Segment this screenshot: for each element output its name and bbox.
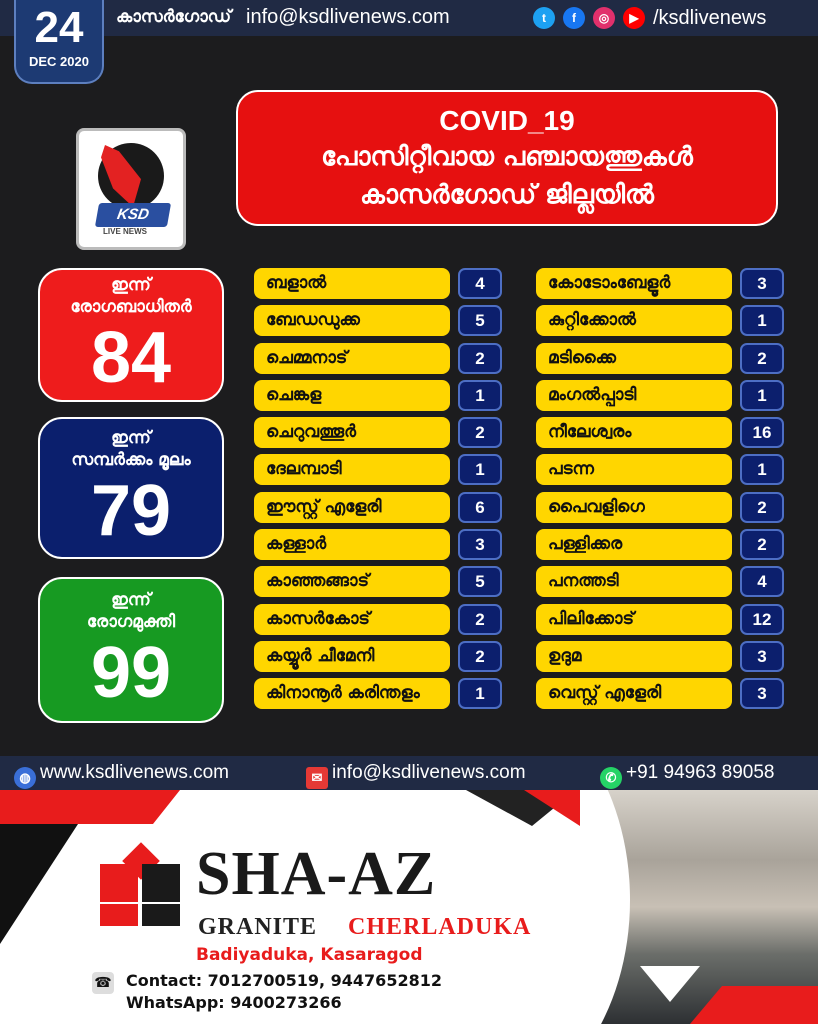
panchayat-count: 1 [740, 454, 784, 485]
stat-label: രോഗബാധിതർ [70, 297, 192, 317]
panchayat-name: മടിക്കൈ [536, 343, 732, 374]
title-line-2: പോസിറ്റീവായ പഞ്ചായത്തുകൾ [321, 142, 693, 172]
footer-bar [0, 756, 818, 790]
panchayat-count: 4 [458, 268, 502, 299]
panchayat-name: കാഞ്ഞങ്ങാട് [254, 566, 450, 597]
stat-positive [38, 268, 224, 402]
social-links [533, 5, 766, 31]
date-badge [14, 0, 104, 84]
panchayat-name: ഉദുമ [536, 641, 732, 672]
ad-location: Badiyaduka, Kasaragod [196, 945, 423, 965]
stat-label: ഇന്ന് [111, 428, 151, 448]
panchayat-count: 2 [458, 343, 502, 374]
panchayat-count: 2 [458, 604, 502, 635]
footer-phone-text: +91 94963 89058 [626, 762, 775, 783]
title-line-1: COVID_19 [439, 105, 575, 136]
youtube-icon[interactable]: ▶ [623, 7, 645, 29]
panchayat-name: ചെറുവത്തൂർ [254, 417, 450, 448]
panchayat-count: 5 [458, 305, 502, 336]
panchayat-count: 16 [740, 417, 784, 448]
ad-whatsapp[interactable]: WhatsApp: 9400273266 [126, 993, 342, 1012]
panchayat-count: 2 [740, 492, 784, 523]
twitter-icon[interactable]: t [533, 7, 555, 29]
panchayat-name: മംഗൽപ്പാടി [536, 380, 732, 411]
ad-brand-name: SHA-AZ [196, 840, 437, 908]
panchayat-name: പൈവളിഗെ [536, 492, 732, 523]
panchayat-count: 3 [740, 641, 784, 672]
panchayat-count: 2 [740, 529, 784, 560]
panchayat-name: കിനാനൂർ കരിന്തളം [254, 678, 450, 709]
panchayat-name: ചെങ്കള [254, 380, 450, 411]
panchayat-count: 1 [458, 454, 502, 485]
panchayat-count: 3 [740, 268, 784, 299]
stat-value: 79 [90, 471, 172, 551]
footer-website-text: www.ksdlivenews.com [40, 762, 229, 783]
panchayat-name: ഈസ്റ്റ് എളേരി [254, 492, 450, 523]
district-name: കാസർഗോഡ് [116, 7, 232, 27]
stat-value: 99 [90, 633, 172, 713]
panchayat-name: കോടോംബേളൂർ [536, 268, 732, 299]
date-month: DEC 2020 [29, 54, 89, 69]
stat-label: ഇന്ന് [111, 275, 151, 295]
header-email[interactable]: info@ksdlivenews.com [246, 6, 450, 28]
panchayat-name: ചെമ്മനാട് [254, 343, 450, 374]
footer-email-text: info@ksdlivenews.com [332, 762, 526, 783]
stat-label: രോഗമുക്തി [86, 612, 176, 632]
panchayat-count: 2 [740, 343, 784, 374]
panchayat-name: കള്ളാർ [254, 529, 450, 560]
top-bar [0, 0, 818, 36]
ad-place-label: CHERLADUKA [348, 914, 532, 940]
globe-icon: ◍ [14, 767, 36, 789]
date-day: 24 [34, 3, 84, 52]
ad-granite-label: GRANITE [198, 914, 318, 940]
panchayat-name: കാസർകോട് [254, 604, 450, 635]
whatsapp-icon: ✆ [600, 767, 622, 789]
panchayat-count: 1 [740, 305, 784, 336]
panchayat-count: 5 [458, 566, 502, 597]
panchayat-name: പിലിക്കോട് [536, 604, 732, 635]
panchayat-name: ബേഡഡുക്ക [254, 305, 450, 336]
footer-website[interactable] [14, 760, 229, 789]
panchayat-name: കുറ്റിക്കോൽ [536, 305, 732, 336]
title-box [236, 90, 778, 226]
panchayat-count: 4 [740, 566, 784, 597]
panchayat-count: 1 [458, 678, 502, 709]
shaaz-logo-icon [100, 842, 184, 926]
ad-contact[interactable]: Contact: 7012700519, 9447652812 [126, 971, 442, 990]
panchayat-count: 12 [740, 604, 784, 635]
panchayat-name: ദേലമ്പാടി [254, 454, 450, 485]
phone-icon: ☎ [92, 972, 114, 994]
stat-recovered [38, 577, 224, 723]
stat-contact [38, 417, 224, 559]
ad-black-triangle [0, 824, 78, 944]
panchayat-count: 2 [458, 417, 502, 448]
ksd-logo [76, 128, 186, 250]
panchayat-count: 1 [458, 380, 502, 411]
mail-icon: ✉ [306, 767, 328, 789]
panchayat-count: 3 [740, 678, 784, 709]
instagram-icon[interactable]: ◎ [593, 7, 615, 29]
footer-email[interactable] [306, 760, 526, 789]
panchayat-count: 3 [458, 529, 502, 560]
title-line-3: കാസർഗോഡ് ജില്ലയിൽ [359, 180, 654, 210]
panchayat-name: പടന്ന [536, 454, 732, 485]
panchayat-count: 2 [458, 641, 502, 672]
panchayat-name: പള്ളിക്കര [536, 529, 732, 560]
stat-label: ഇന്ന് [111, 590, 151, 610]
footer-phone[interactable] [600, 760, 774, 789]
panchayat-name: വെസ്റ്റ് എളേരി [536, 678, 732, 709]
logo-text: KSD [95, 203, 171, 227]
logo-subtext: LIVE NEWS [103, 227, 148, 236]
panchayat-name: ബളാൽ [254, 268, 450, 299]
panchayat-count: 6 [458, 492, 502, 523]
panchayat-count: 1 [740, 380, 784, 411]
advertisement[interactable] [0, 790, 818, 1024]
social-handle[interactable]: /ksdlivenews [653, 7, 767, 29]
stat-label: സമ്പർക്കം മൂലം [71, 450, 191, 470]
stat-value: 84 [90, 318, 172, 398]
panchayat-name: പനത്തടി [536, 566, 732, 597]
panchayat-name: നീലേശ്വരം [536, 417, 732, 448]
facebook-icon[interactable]: f [563, 7, 585, 29]
panchayat-name: കയ്യൂർ ചീമേനി [254, 641, 450, 672]
ad-red-strip [0, 790, 180, 824]
